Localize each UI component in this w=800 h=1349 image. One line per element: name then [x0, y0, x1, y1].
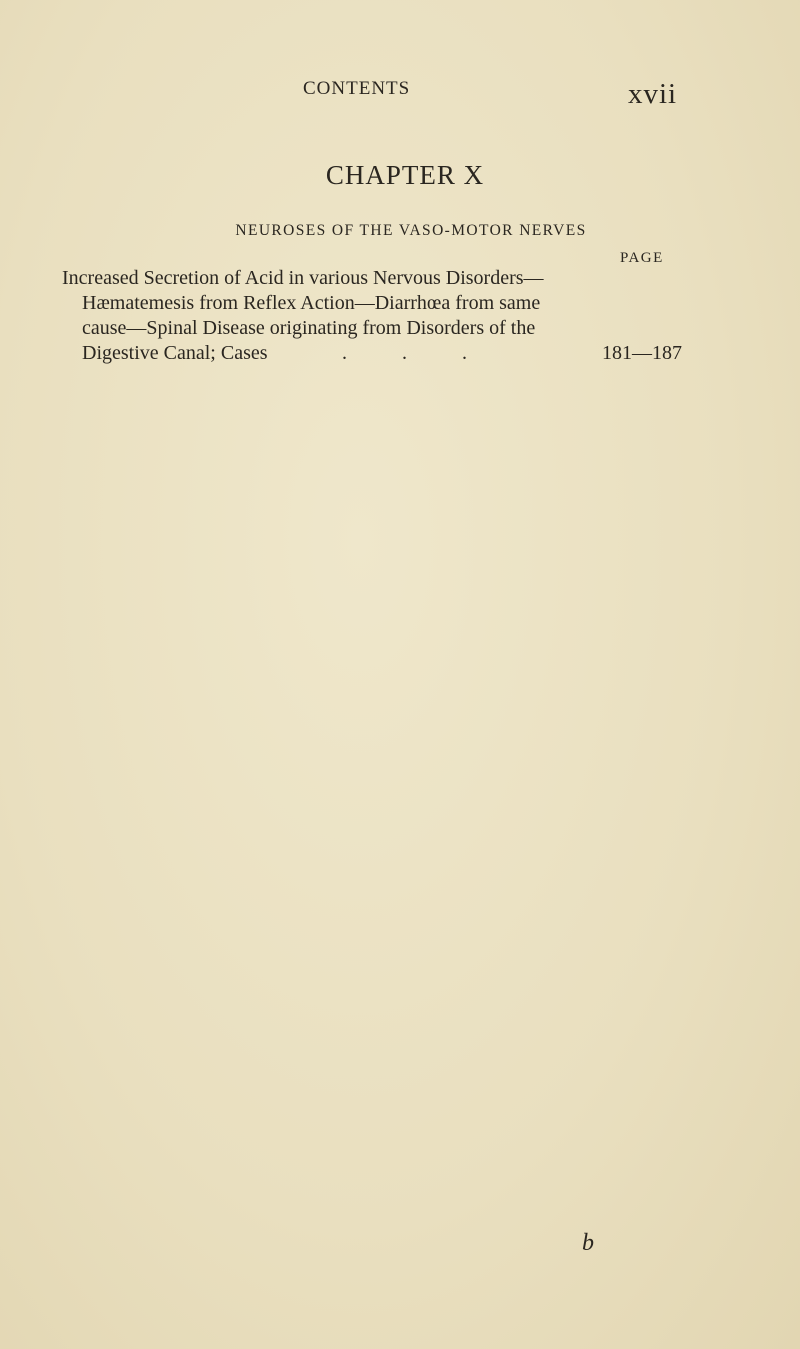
toc-entry	[62, 266, 682, 366]
page-column-label: PAGE	[620, 250, 664, 266]
leader-dot: .	[462, 342, 467, 364]
toc-entry-line-3: cause—Spinal Disease originating from Disorders of the	[82, 317, 536, 339]
chapter-title: CHAPTER X	[325, 160, 485, 190]
signature-mark: b	[582, 1230, 594, 1256]
toc-entry-line-1: Increased Secretion of Acid in various Nervous Disorders—	[62, 267, 544, 289]
toc-entry-line-4-text: Digestive Canal; Cases	[82, 342, 268, 364]
leader-dot: .	[342, 342, 347, 364]
leader-dot: .	[402, 342, 407, 364]
running-head	[0, 78, 800, 108]
page-range: 181—187	[602, 342, 682, 364]
toc-entry-line-4	[62, 341, 682, 366]
chapter-subtitle: NEUROSES OF THE VASO-MOTOR NERVES	[235, 222, 587, 239]
page-number: xvii	[628, 78, 678, 110]
toc-entry-line-2: Hæmatemesis from Reflex Action—Diarrhœa from same	[82, 292, 541, 314]
running-title: CONTENTS	[303, 78, 411, 99]
dot-leaders	[342, 341, 542, 366]
